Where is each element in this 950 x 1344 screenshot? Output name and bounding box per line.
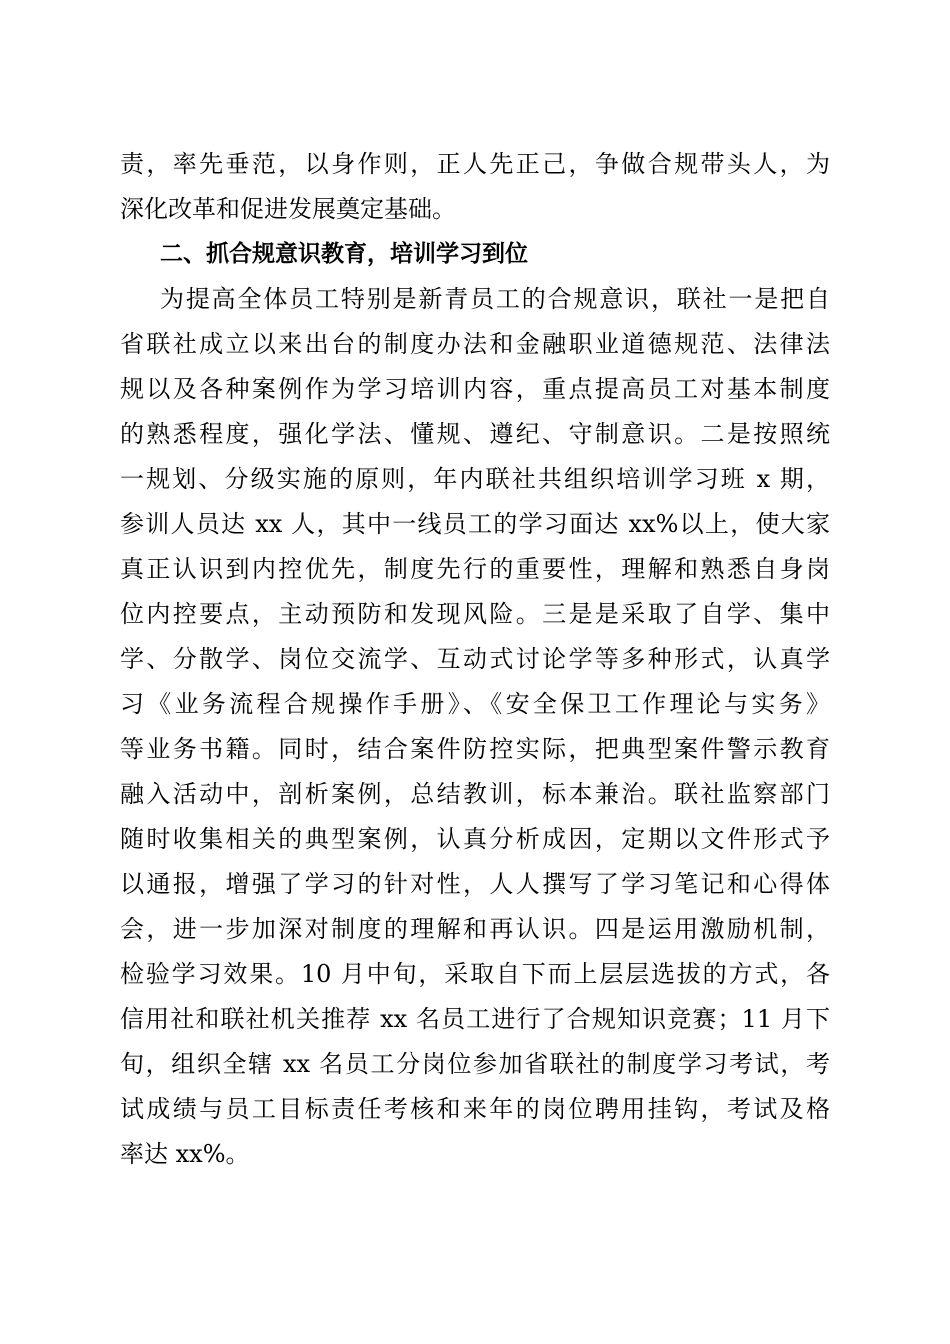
text-line: 以通报，增强了学习的针对性，人人撰写了学习笔记和心得体 <box>120 870 830 898</box>
text-line: 率达 xx%。 <box>120 1140 250 1168</box>
section-heading: 二、抓合规意识教育，培训学习到位 <box>160 241 528 267</box>
body-paragraph <box>120 277 830 1177</box>
text-line: 旬，组织全辖 xx 名员工分岗位参加省联社的制度学习考试，考 <box>120 1050 830 1078</box>
text-line: 融入活动中，剖析案例，总结教训，标本兼治。联社监察部门 <box>120 780 830 808</box>
text-line: 深化改革和促进发展奠定基础。 <box>120 195 456 223</box>
continuation-paragraph <box>120 142 830 232</box>
text-line: 的熟悉程度，强化学法、懂规、遵纪、守制意识。二是按照统 <box>120 420 830 448</box>
text-line: 真正认识到内控优先，制度先行的重要性，理解和熟悉自身岗 <box>120 555 830 583</box>
text-line: 规以及各种案例作为学习培训内容，重点提高员工对基本制度 <box>120 375 830 403</box>
text-line: 一规划、分级实施的原则，年内联社共组织培训学习班 x 期， <box>120 465 830 493</box>
text-line: 学、分散学、岗位交流学、互动式讨论学等多种形式，认真学 <box>120 645 830 673</box>
text-line: 为提高全体员工特别是新青员工的合规意识，联社一是把自 <box>160 285 830 313</box>
text-line: 位内控要点，主动预防和发现风险。三是是采取了自学、集中 <box>120 600 830 628</box>
text-line: 随时收集相关的典型案例，认真分析成因，定期以文件形式予 <box>120 825 830 853</box>
document-page <box>120 142 830 1177</box>
text-line: 试成绩与员工目标责任考核和来年的岗位聘用挂钩，考试及格 <box>120 1095 830 1123</box>
text-line: 等业务书籍。同时，结合案件防控实际，把典型案件警示教育 <box>120 735 830 763</box>
text-line: 省联社成立以来出台的制度办法和金融职业道德规范、法律法 <box>120 330 830 358</box>
text-line: 信用社和联社机关推荐 xx 名员工进行了合规知识竞赛；11 月下 <box>120 1005 830 1033</box>
text-line: 检验学习效果。10 月中旬，采取自下而上层层选拔的方式，各 <box>120 960 830 988</box>
text-line: 习《业务流程合规操作手册》、《安全保卫工作理论与实务》 <box>120 690 830 718</box>
text-line: 责，率先垂范，以身作则，正人先正己，争做合规带头人，为 <box>120 150 830 178</box>
text-line: 会，进一步加深对制度的理解和再认识。四是运用激励机制， <box>120 915 830 943</box>
text-line: 参训人员达 xx 人，其中一线员工的学习面达 xx%以上，使大家 <box>120 510 830 538</box>
